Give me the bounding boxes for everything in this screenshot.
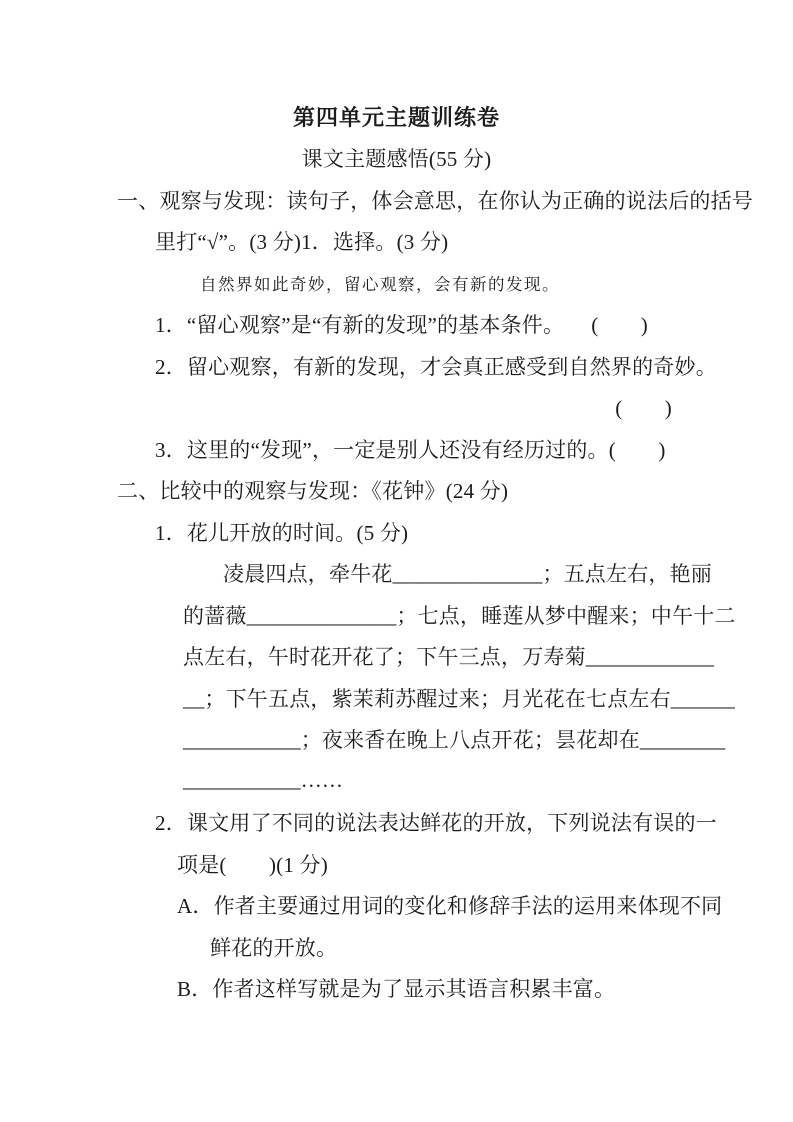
line-text: 一、观察与发现：读句子，体会意思，在你认为正确的说法后的括号 [117, 188, 753, 213]
text-line [0, 677, 793, 719]
line-text: 凌晨四点，牵牛花______________；五点左右，艳丽 [223, 562, 712, 587]
text-line [0, 594, 793, 636]
line-text: B．作者这样写就是为了显示其语言积累丰富。 [177, 977, 616, 1002]
text-line [0, 387, 793, 429]
text-line [0, 304, 793, 346]
line-text: 的蔷薇______________；七点，睡莲从梦中醒来；中午十二 [183, 603, 736, 628]
line-text: 自然界如此奇妙，留心观察，会有新的发现。 [200, 274, 560, 294]
text-line [0, 221, 793, 263]
text-line [0, 428, 793, 470]
text-line [0, 345, 793, 387]
text-line [0, 843, 793, 885]
answer-parens: ( ) [615, 396, 672, 421]
text-line [0, 885, 793, 927]
quote-line [0, 262, 793, 304]
text-line [0, 179, 793, 221]
line-text: 二、比较中的观察与发现：《花钟》(24 分) [117, 479, 509, 504]
line-text: 1．“留心观察”是“有新的发现”的基本条件。 [155, 313, 565, 338]
text-line [0, 968, 793, 1010]
text-line [0, 802, 793, 844]
text-line [0, 926, 793, 968]
text-line [0, 760, 793, 802]
line-text: 2．留心观察，有新的发现，才会真正感受到自然界的奇妙。 [155, 354, 717, 379]
line-text: 2．课文用了不同的说法表达鲜花的开放，下列说法有误的一 [155, 811, 717, 836]
text-line [0, 719, 793, 761]
line-text: 项是( )(1 分) [177, 852, 328, 877]
line-text: 鲜花的开放。 [210, 935, 338, 960]
text-line [0, 511, 793, 553]
line-text: ___________；夜来香在晚上八点开花；昙花却在________ [183, 728, 726, 753]
text-line [0, 636, 793, 678]
line-text: ___________…… [183, 768, 344, 793]
line-text: 点左右，午时花开花了；下午三点，万寿菊____________ [183, 645, 715, 670]
line-text: __；下午五点，紫茉莉苏醒过来；月光花在七点左右______ [183, 686, 735, 711]
line-text: 里打“√”。(3 分)1．选择。(3 分) [155, 230, 449, 255]
text-line [0, 470, 793, 512]
worksheet-body [0, 179, 793, 1009]
section-subtitle: 课文主题感悟(55 分) [301, 147, 492, 172]
line-text: 1．花儿开放的时间。(5 分) [155, 520, 409, 545]
answer-parens: ( ) [608, 437, 666, 462]
line-text: A．作者主要通过用词的变化和修辞手法的运用来体现不同 [177, 894, 723, 919]
line-text: 3．这里的“发现”，一定是别人还没有经历过的。 [155, 437, 609, 462]
answer-parens: ( ) [591, 313, 648, 338]
text-line [0, 553, 793, 595]
page-title: 第四单元主题训练卷 [292, 105, 500, 131]
